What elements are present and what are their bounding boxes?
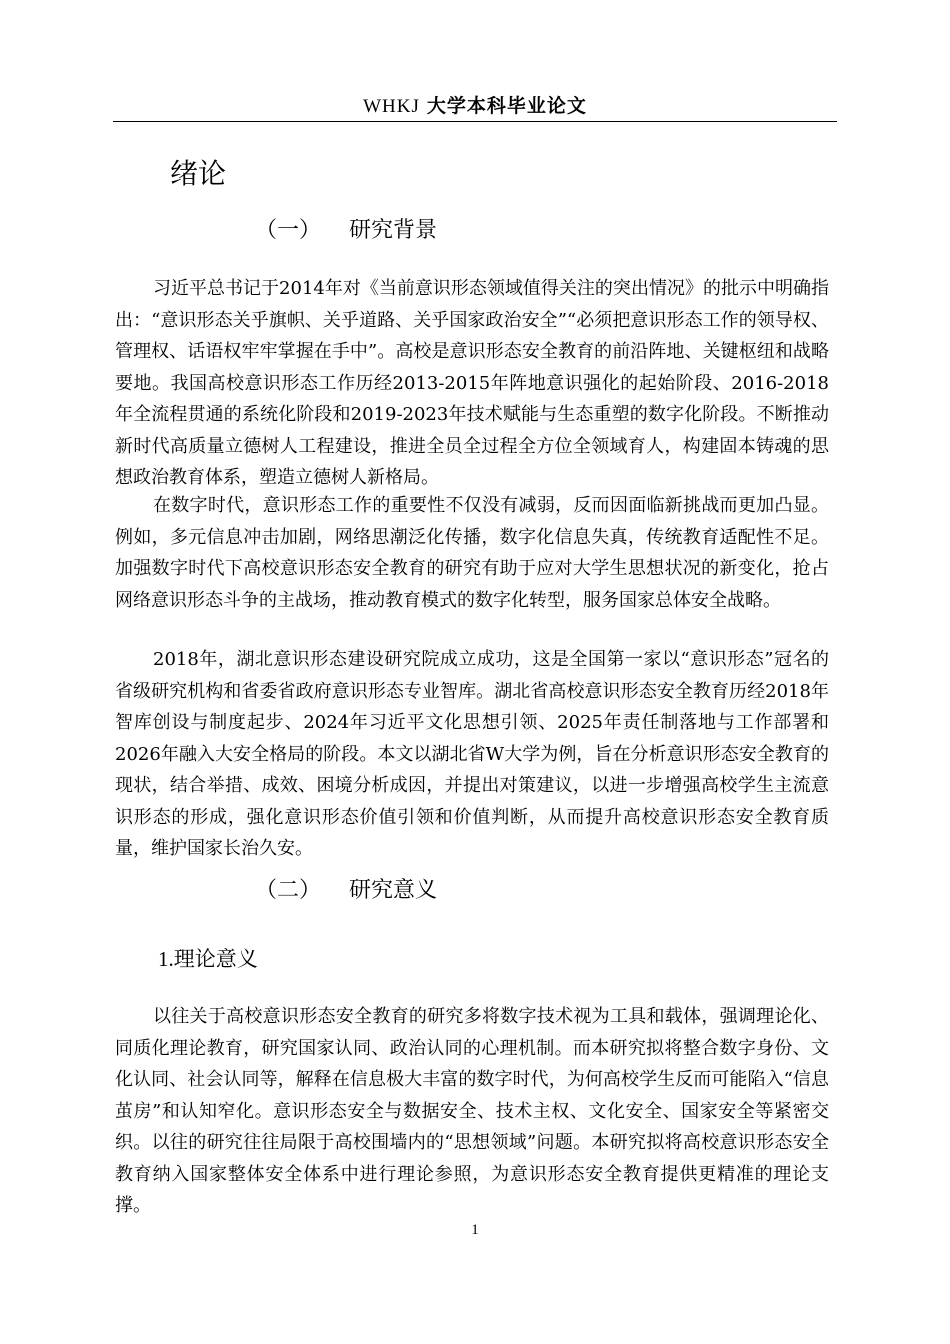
chapter-title: 绪论 (170, 157, 227, 190)
paragraph: 2018年，湖北意识形态建设研究院成立成功，这是全国第一家以“意识形态”冠名的省级研究机构和省委省政府意识形态专业智库。湖北省高校意识形态安全教育历经2018年智库创设与制度起步、2024年习近平文化思想引领、2025年责任制落地与工作部署和2026年融入大安全格局的阶段。本文以湖北省W大学为例，旨在分析意识形态安全教育的现状，结合举措、成效、困境分析成因，并提出对策建议，以进一步增强高校学生主流意识形态的形成，强化意识形态价值引领和价值判断，从而提升高校意识形态安全教育质量，维护国家长治久安。 (115, 649, 829, 859)
section-number: （一） (255, 218, 322, 243)
section-heading-background (255, 216, 437, 246)
subsection-title-text: 理论意义 (173, 947, 258, 971)
paragraph: 以往关于高校意识形态安全教育的研究多将数字技术视为工具和载体，强调理论化、同质化理论教育，研究国家认同、政治认同的心理机制。而本研究拟将整合数字身份、文化认同、社会认同等，解释在信息极大丰富的数字时代，为何高校学生反而可能陷入“信息茧房”和认知窄化。意识形态安全与数据安全、技术主权、文化安全、国家安全等紧密交织。以往的研究往往局限于高校围墙内的“思想领域”问题。本研究拟将高校意识形态安全教育纳入国家整体安全体系中进行理论参照，为意识形态安全教育提供更精准的理论支撑。 (115, 1006, 829, 1216)
subsection-number: 1. (158, 947, 174, 971)
header-thesis-label: 大学本科毕业论文 (426, 95, 587, 117)
running-header (113, 93, 837, 120)
header-rule (113, 121, 837, 122)
section-heading-significance (255, 876, 437, 906)
section-title-text: 研究意义 (349, 878, 438, 903)
section-number: （二） (255, 878, 322, 903)
page-number: 1 (471, 1222, 479, 1238)
subsection-heading-theory (158, 945, 258, 973)
header-school-code: WHKJ (363, 96, 420, 117)
paragraph: 在数字时代，意识形态工作的重要性不仅没有减弱，反而因面临新挑战而更加凸显。例如，多元信息冲击加剧，网络思潮泛化传播，数字化信息失真，传统教育适配性不足。加强数字时代下高校意识形态安全教育的研究有助于应对大学生思想状况的新变化，抢占网络意识形态斗争的主战场，推动教育模式的数字化转型，服务国家总体安全战略。 (115, 495, 829, 611)
section-title-text: 研究背景 (349, 218, 438, 243)
paragraph: 习近平总书记于2014年对《当前意识形态领域值得关注的突出情况》的批示中明确指出：“意识形态关乎旗帜、关乎道路、关乎国家政治安全”“必须把意识形态工作的领导权、管理权、话语权牢牢掌握在手中”。高校是意识形态安全教育的前沿阵地、关键枢纽和战略要地。我国高校意识形态工作历经2013-2015年阵地意识强化的起始阶段、2016-2018年全流程贯通的系统化阶段和2019-2023年技术赋能与生态重塑的数字化阶段。不断推动新时代高质量立德树人工程建设，推进全员全过程全方位全领域育人，构建固本铸魂的思想政治教育体系，塑造立德树人新格局。 (115, 278, 829, 488)
